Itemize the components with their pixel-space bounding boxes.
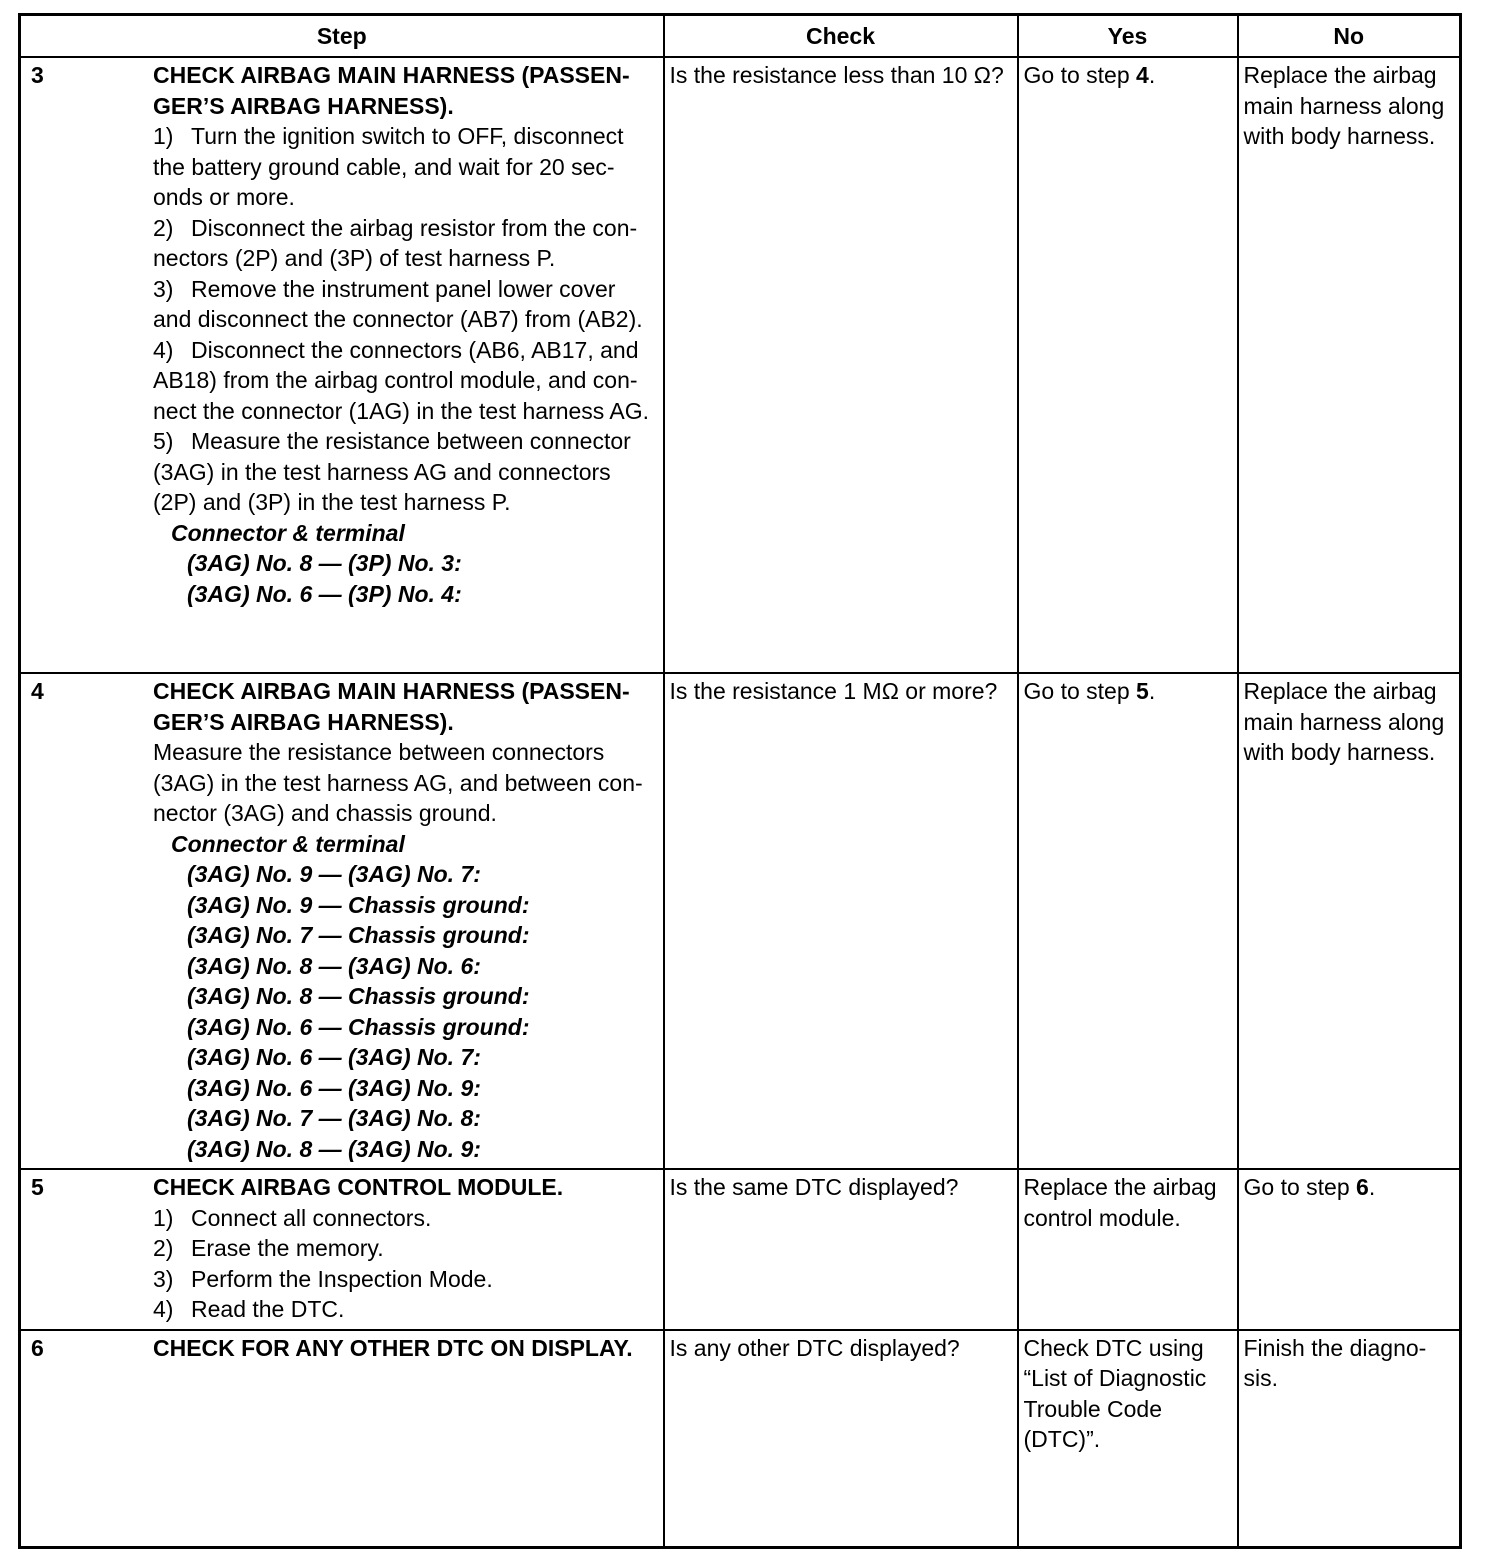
table-row-step-3 xyxy=(20,57,1461,673)
step-title: CHECK AIRBAG MAIN HARNESS (PASSEN-GER’S AIRBAG HARNESS). xyxy=(153,678,630,735)
spec-item: (3AG) No. 9 — Chassis ground: xyxy=(187,891,530,918)
step-title: CHECK AIRBAG MAIN HARNESS (PASSEN-GER’S AIRBAG HARNESS). xyxy=(153,62,630,119)
step-title: CHECK AIRBAG CONTROL MODULE. xyxy=(153,1174,564,1200)
spec-item: (3AG) No. 9 — (3AG) No. 7: xyxy=(187,861,481,887)
yes-cell xyxy=(1018,673,1238,1169)
sub-step-text: Connect all connectors. xyxy=(191,1204,432,1231)
header-yes: Yes xyxy=(1018,15,1238,58)
sub-step-text: Remove the instrument panel lower cover and disconnect the connector (AB7) from (AB2). xyxy=(153,275,643,332)
no-cell: Finish the diagno-sis. xyxy=(1238,1330,1461,1548)
sub-step-text: Disconnect the connectors (AB6, AB17, and AB18) from the airbag control module, and con-nect the connector (1AG) in the test harness AG. xyxy=(153,336,650,424)
step-cell xyxy=(20,1169,664,1330)
check-prefix: Is the resistance xyxy=(669,678,844,704)
spec-item: (3AG) No. 8 — (3P) No. 3: xyxy=(187,550,462,576)
sub-step-text: Perform the Inspection Mode. xyxy=(191,1265,493,1292)
sub-step-text: Read the DTC. xyxy=(191,1296,345,1322)
header-check: Check xyxy=(664,15,1018,58)
spec-item: (3AG) No. 6 — (3P) No. 4: xyxy=(187,580,462,607)
spec-heading: Connector & terminal xyxy=(171,830,405,857)
sub-step xyxy=(153,1264,658,1295)
spec-item: (3AG) No. 8 — (3AG) No. 6: xyxy=(187,952,481,979)
header-step: Step xyxy=(20,15,664,58)
sub-step xyxy=(153,274,658,335)
table-row-step-4 xyxy=(20,673,1461,1169)
spec-item: (3AG) No. 6 — (3AG) No. 7: xyxy=(187,1044,481,1070)
yes-step-link: 5 xyxy=(1136,678,1149,704)
check-cell: Is any other DTC displayed? xyxy=(664,1330,1018,1548)
step-cell xyxy=(20,1330,664,1548)
sub-step xyxy=(153,1294,658,1325)
no-step-link: 6 xyxy=(1356,1174,1369,1200)
no-suffix: . xyxy=(1368,1174,1376,1200)
sub-step-number: 1) xyxy=(153,1204,174,1231)
step-cell xyxy=(20,673,664,1169)
sub-step-text: Disconnect the airbag resistor from the con-nectors (2P) and (3P) of test harness P. xyxy=(153,214,638,271)
yes-suffix: . xyxy=(1148,62,1156,88)
sub-step-text: Erase the memory. xyxy=(191,1235,384,1261)
step-number: 5 xyxy=(31,1174,44,1200)
yes-prefix: Go to step xyxy=(1023,62,1137,88)
yes-cell: Replace the airbag control module. xyxy=(1018,1169,1238,1330)
sub-step xyxy=(153,121,658,213)
sub-step-number: 3) xyxy=(153,1265,174,1292)
check-cell xyxy=(664,673,1018,1169)
sub-step-number: 4) xyxy=(153,1296,174,1322)
yes-cell: Check DTC using “List of Diagnostic Trouble Code (DTC)”. xyxy=(1018,1330,1238,1548)
sub-step-text: Turn the ignition switch to OFF, disconnect the battery ground cable, and wait for 20 sec-onds or more. xyxy=(153,123,624,210)
yes-step-link: 4 xyxy=(1136,62,1149,88)
spec-item: (3AG) No. 8 — (3AG) No. 9: xyxy=(187,1135,481,1162)
spec-item: (3AG) No. 6 — Chassis ground: xyxy=(187,1013,530,1040)
spec-item: (3AG) No. 8 — Chassis ground: xyxy=(187,983,530,1009)
sub-step-number: 2) xyxy=(153,1235,174,1261)
sub-step-number: 2) xyxy=(153,214,174,241)
sub-step xyxy=(153,213,658,274)
sub-step xyxy=(153,426,658,518)
table-row-step-5 xyxy=(20,1169,1461,1330)
sub-step xyxy=(153,1233,658,1264)
spec-item: (3AG) No. 6 — (3AG) No. 9: xyxy=(187,1074,481,1101)
spec-item: (3AG) No. 7 — (3AG) No. 8: xyxy=(187,1105,481,1131)
sub-step-number: 5) xyxy=(153,428,174,454)
no-cell xyxy=(1238,1169,1461,1330)
yes-suffix: . xyxy=(1148,678,1156,704)
sub-step-number: 1) xyxy=(153,123,174,149)
spec-heading: Connector & terminal xyxy=(171,519,405,546)
yes-cell xyxy=(1018,57,1238,673)
step-title: CHECK FOR ANY OTHER DTC ON DISPLAY. xyxy=(153,1334,633,1361)
step-description: Measure the resistance between connectors (3AG) in the test harness AG, and between con-nector (3AG) and chassis ground. xyxy=(153,739,643,826)
table-row-step-6 xyxy=(20,1330,1461,1548)
sub-step xyxy=(153,1203,658,1234)
sub-step xyxy=(153,335,658,427)
diagnostic-table xyxy=(18,13,1462,1549)
no-prefix: Go to step xyxy=(1243,1174,1357,1200)
header-row xyxy=(20,15,1461,58)
yes-prefix: Go to step xyxy=(1023,678,1137,704)
check-cell: Is the resistance less than 10 Ω? xyxy=(664,57,1018,673)
check-cell: Is the same DTC displayed? xyxy=(664,1169,1018,1330)
step-cell xyxy=(20,57,664,673)
step-number: 3 xyxy=(31,62,44,88)
sub-step-number: 3) xyxy=(153,275,174,302)
step-number: 4 xyxy=(31,678,44,704)
check-value: 1 MΩ xyxy=(843,678,899,704)
step-number: 6 xyxy=(31,1334,44,1361)
spec-item: (3AG) No. 7 — Chassis ground: xyxy=(187,922,530,948)
sub-step-text: Measure the resistance between connector (3AG) in the test harness AG and connectors (2P) and (3P) in the test harness P. xyxy=(153,428,631,515)
no-cell: Replace the airbag main harness along with body harness. xyxy=(1238,57,1461,673)
no-cell: Replace the airbag main harness along with body harness. xyxy=(1238,673,1461,1169)
sub-step-number: 4) xyxy=(153,336,174,363)
check-suffix: or more? xyxy=(898,678,998,704)
header-no: No xyxy=(1238,15,1461,58)
